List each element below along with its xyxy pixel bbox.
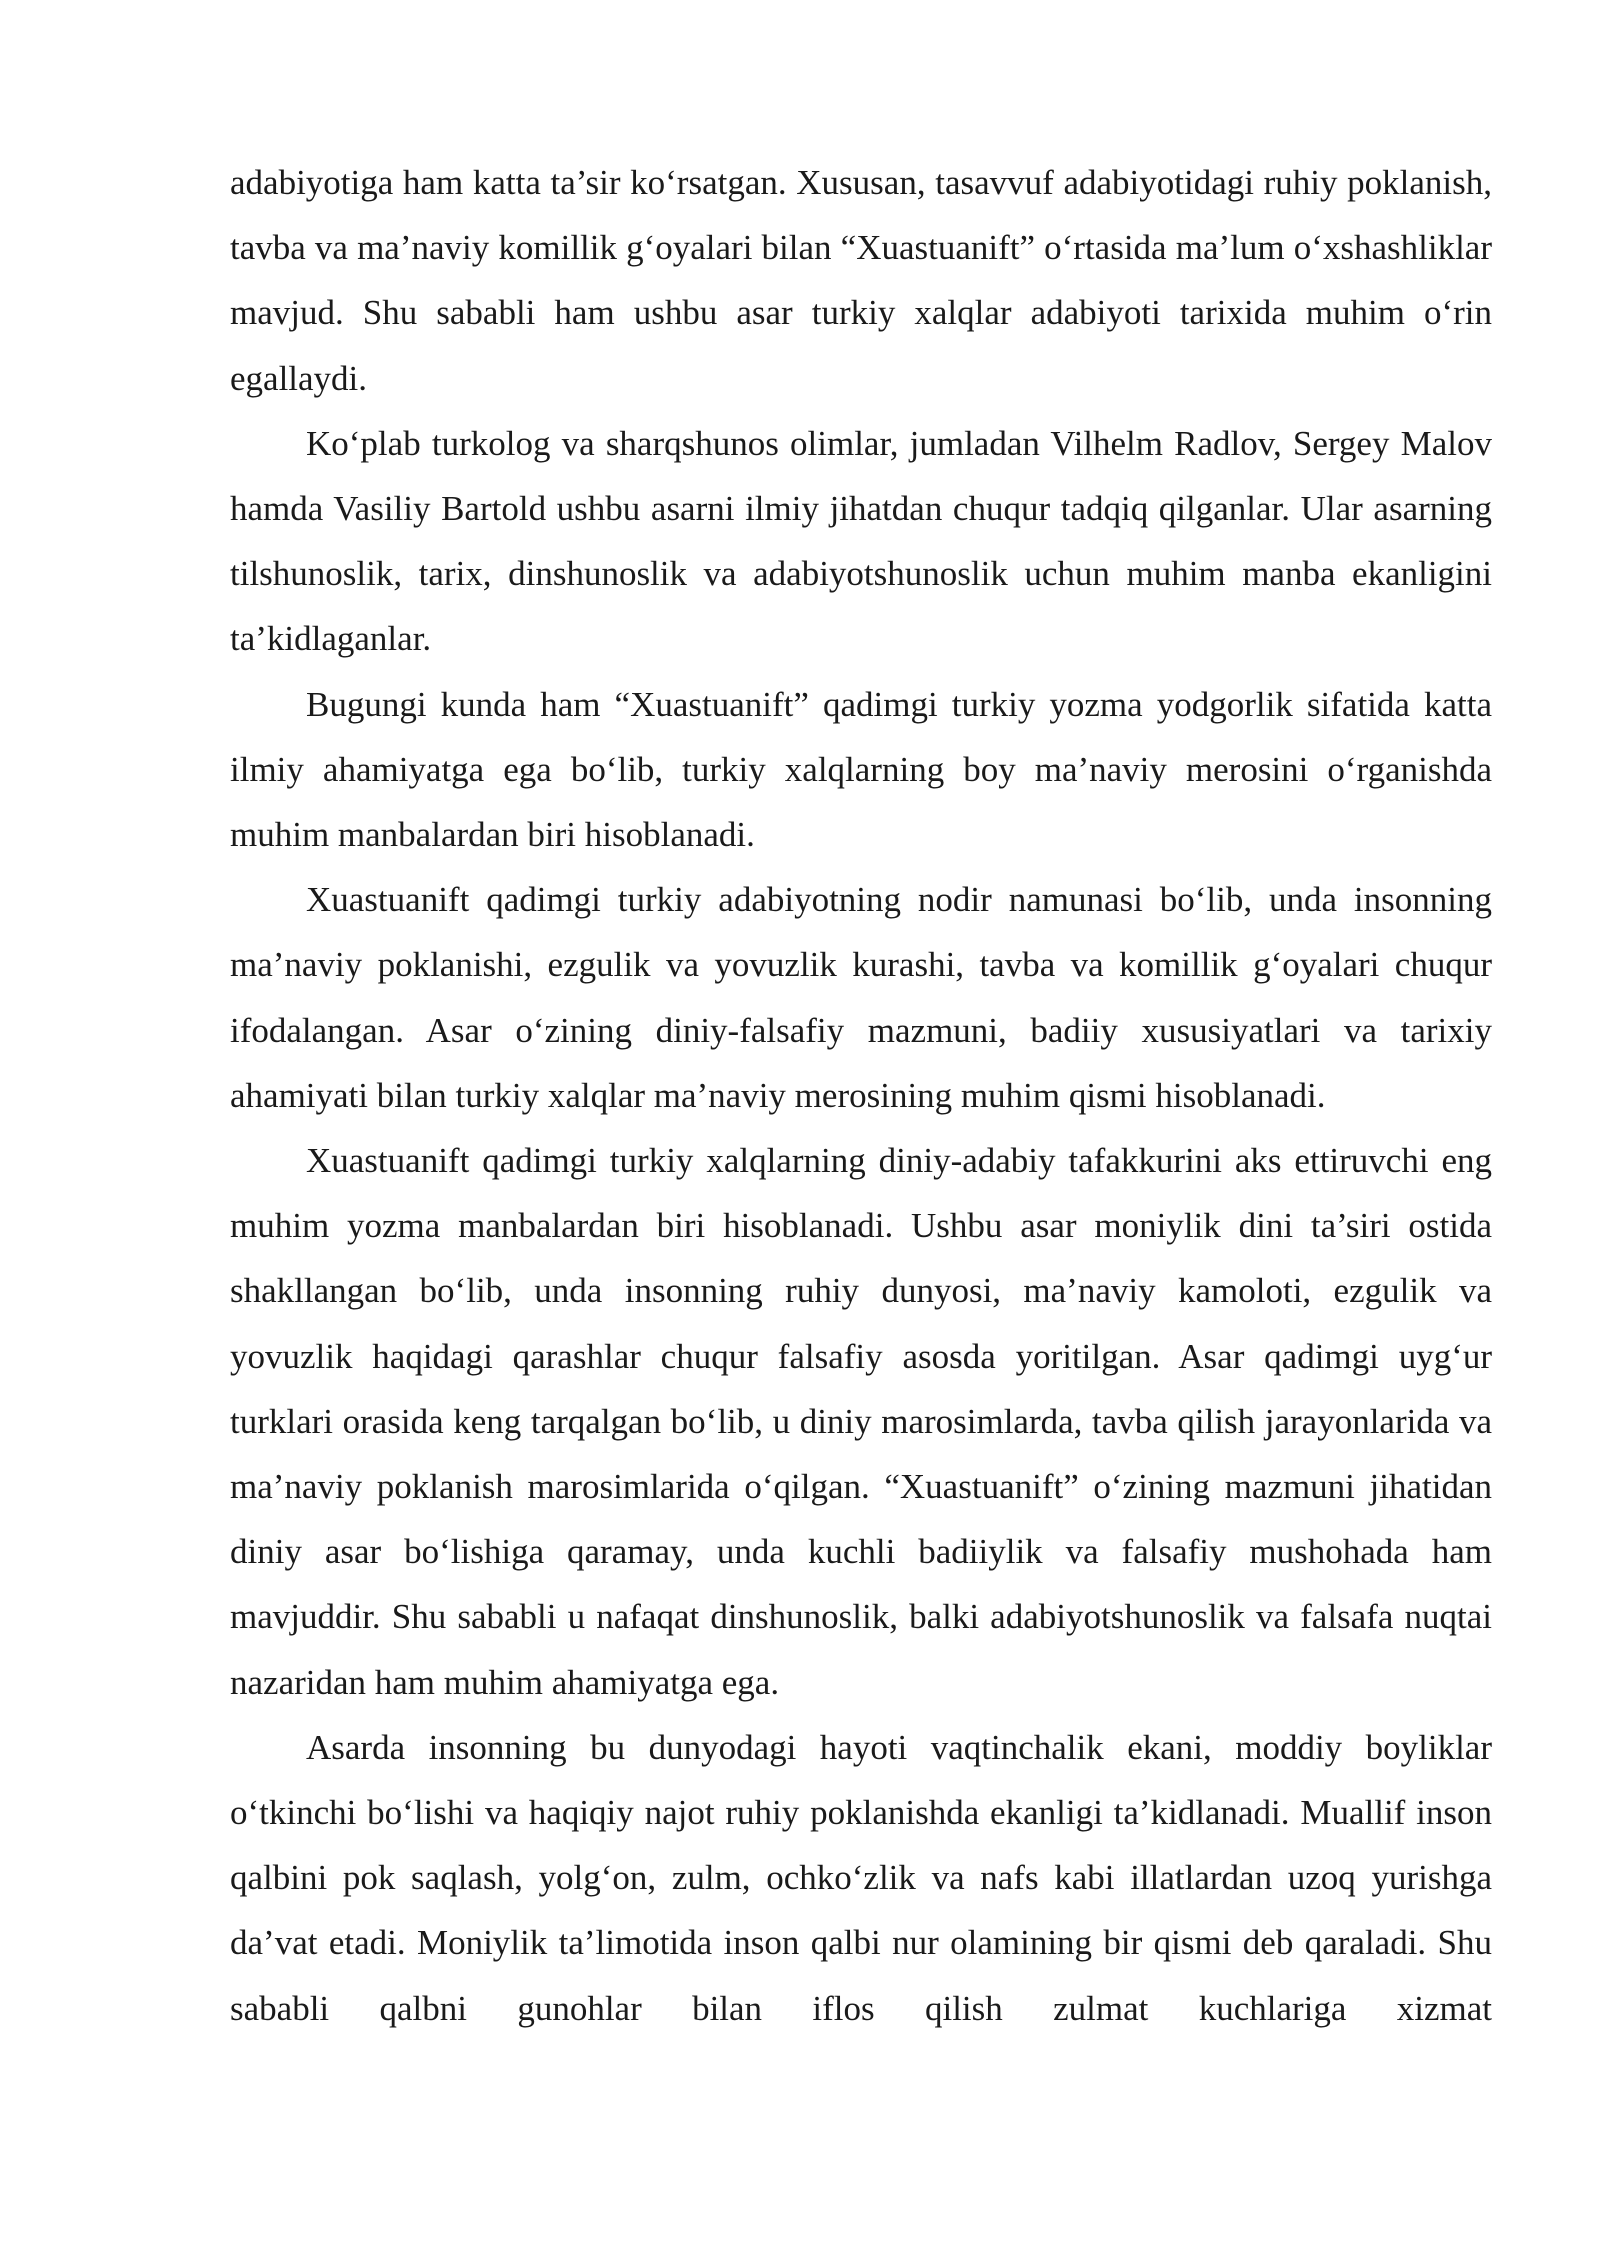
paragraph: Xuastuanift qadimgi turkiy xalqlarning diniy-adabiy tafakkurini aks ettiruvchi eng muhim yozma manbalardan biri hisoblanadi. Ushbu asar moniylik dini ta’siri ostida shakllangan bo‘lib, unda insonning ruhiy dunyosi, ma’naviy kamoloti, ezgulik va yovuzlik haqidagi qarashlar chuqur falsafiy asosda yoritilgan. Asar qadimgi uyg‘ur turklari orasida keng tarqalgan bo‘lib, u diniy marosimlarda, tavba qilish jarayonlarida va ma’naviy poklanish marosimlarida o‘qilgan. “Xuastuanift” o‘zining mazmuni jihatidan diniy asar bo‘lishiga qaramay, unda kuchli badiiylik va falsafiy mushohada ham mavjuddir. Shu sababli u nafaqat dinshunoslik, balki adabiyotshunoslik va falsafa nuqtai nazaridan ham muhim ahamiyatga ega. [230,1141,1492,1702]
paragraph: Xuastuanift qadimgi turkiy adabiyotning nodir namunasi bo‘lib, unda insonning ma’naviy poklanishi, ezgulik va yovuzlik kurashi, tavba va komillik g‘oyalari chuqur ifodalangan. Asar o‘zining diniy-falsafiy mazmuni, badiiy xususiyatlari va tarixiy ahamiyati bilan turkiy xalqlar ma’naviy merosining muhim qismi hisoblanadi. [230,880,1492,1115]
document-body [230,150,1492,2041]
paragraph: adabiyotiga ham katta ta’sir ko‘rsatgan. Xususan, tasavvuf adabiyotidagi ruhiy poklanish, tavba va ma’naviy komillik g‘oyalari bilan “Xuastuanift” o‘rtasida ma’lum o‘xshashliklar mavjud. Shu sababli ham ushbu asar turkiy xalqlar adabiyoti tarixida muhim o‘rin egallaydi. [230,163,1492,398]
paragraph: Ko‘plab turkolog va sharqshunos olimlar, jumladan Vilhelm Radlov, Sergey Malov hamda Vasiliy Bartold ushbu asarni ilmiy jihatdan chuqur tadqiq qilganlar. Ular asarning tilshunoslik, tarix, dinshunoslik va adabiyotshunoslik uchun muhim manba ekanligini ta’kidlaganlar. [230,423,1492,659]
paragraph: Asarda insonning bu dunyodagi hayoti vaqtinchalik ekani, moddiy boyliklar o‘tkinchi bo‘lishi va haqiqiy najot ruhiy poklanishda ekanligi ta’kidlanadi. Muallif inson qalbini pok saqlash, yolg‘on, zulm, ochko‘zlik va nafs kabi illatlardan uzoq yurishga da’vat etadi. Moniylik ta’limotida inson qalbi nur olamining bir qismi deb qaraladi. Shu sababli qalbni gunohlar bilan iflos qilish zulmat kuchlariga xizmat [230,1727,1492,2028]
paragraph: Bugungi kunda ham “Xuastuanift” qadimgi turkiy yozma yodgorlik sifatida katta ilmiy ahamiyatga ega bo‘lib, turkiy xalqlarning boy ma’naviy merosini o‘rganishda muhim manbalardan biri hisoblanadi. [230,684,1492,855]
